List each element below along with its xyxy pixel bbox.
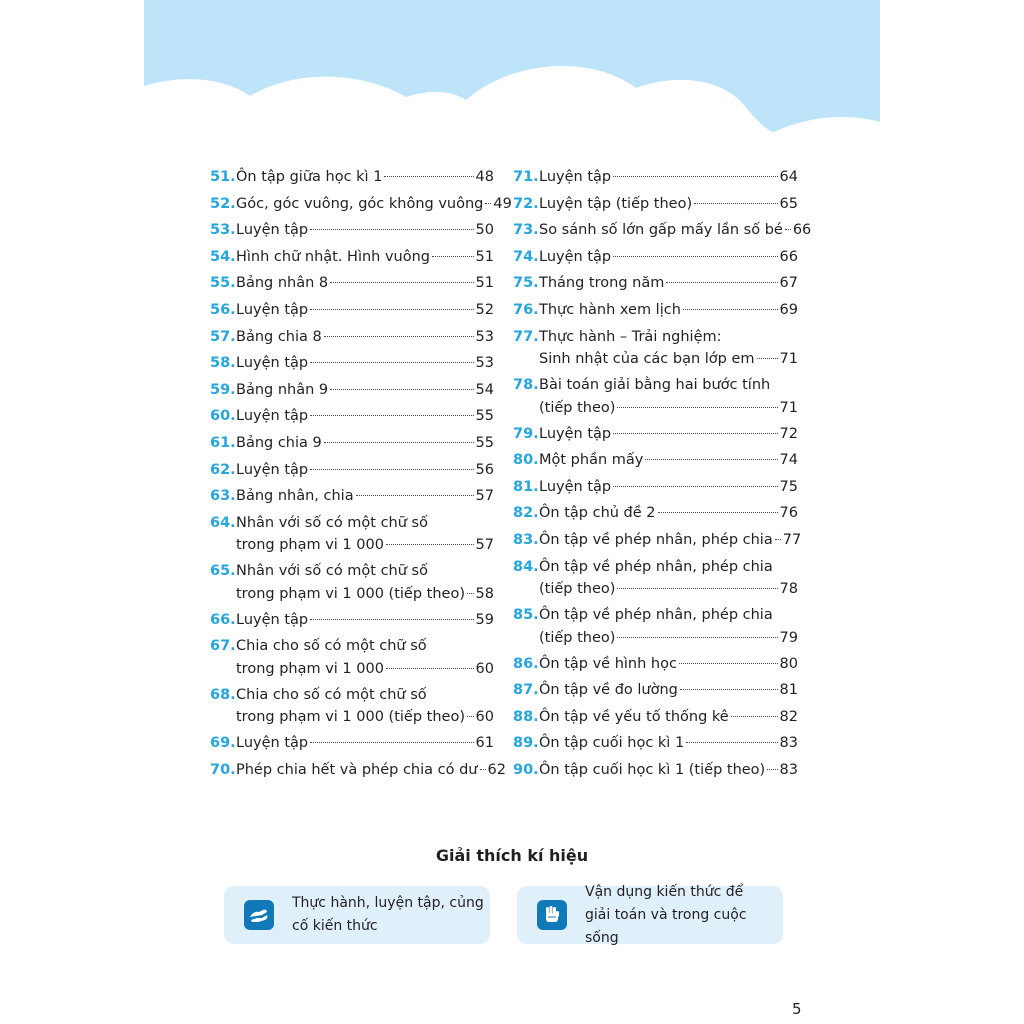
toc-entry-page: 57 <box>475 537 494 554</box>
toc-entry-page: 80 <box>779 655 798 672</box>
toc-entry <box>513 246 798 273</box>
toc-entry <box>210 432 494 459</box>
toc-entry-title: Luyện tập <box>539 169 612 185</box>
dot-leader <box>680 689 778 690</box>
toc-entry-title: Luyện tập <box>539 248 612 265</box>
toc-entry-title: Ôn tập về phép nhân, phép chia <box>539 531 773 548</box>
toc-entry-title: Luyện tập <box>236 611 309 628</box>
dot-leader <box>666 282 777 283</box>
toc-entry-title: So sánh số lớn gấp mấy lần số bé <box>539 222 783 239</box>
dot-leader <box>310 415 473 416</box>
toc-entry-number: 55. <box>210 275 236 292</box>
toc-entry-number: 66. <box>210 611 236 628</box>
toc-entry-number: 76. <box>513 301 539 318</box>
toc-entry-title: Bảng chia 8 <box>236 328 322 345</box>
toc-entry-number: 79. <box>513 425 539 442</box>
raised-fist-icon <box>537 900 567 930</box>
toc-entry-number: 80. <box>513 452 539 469</box>
toc-entry-number: 81. <box>513 478 539 495</box>
toc-entry-title: Ôn tập cuối học kì 1 <box>539 735 685 752</box>
toc-entry <box>210 166 494 193</box>
toc-entry <box>513 193 798 220</box>
toc-entry-page: 71 <box>779 399 798 416</box>
toc-entry <box>210 379 494 406</box>
toc-entry-number: 89. <box>513 735 539 752</box>
toc-column-left <box>210 166 512 786</box>
toc-entry-title: Luyện tập <box>236 461 309 478</box>
legend-practice-line1: Thực hành, luyện tập, củng <box>292 895 484 911</box>
toc-entry <box>513 706 798 733</box>
toc-entry <box>210 759 506 786</box>
sky-banner <box>144 0 880 150</box>
toc-entry <box>513 759 798 786</box>
toc-entry-page: 78 <box>779 581 798 598</box>
toc-entry-title: Luyện tập <box>539 478 612 495</box>
toc-entry-title: Thực hành xem lịch <box>539 301 681 318</box>
toc-entry-page: 67 <box>779 275 798 292</box>
toc-entry <box>210 352 494 379</box>
toc-entry <box>513 604 798 653</box>
toc-entry-number: 71. <box>513 169 539 185</box>
toc-entry-title: Bảng nhân 8 <box>236 275 329 292</box>
toc-entry-page: 51 <box>475 275 494 292</box>
toc-entry-page: 54 <box>475 381 494 398</box>
toc-entry-page: 79 <box>779 629 798 646</box>
dot-leader <box>658 512 778 513</box>
toc-entry <box>210 609 494 636</box>
toc-entry <box>513 476 798 503</box>
toc-entry-number: 78. <box>513 377 539 394</box>
toc-entry-title: Bảng chia 9 <box>236 434 322 451</box>
toc-entry-page: 51 <box>475 248 494 265</box>
toc-entry-number: 74. <box>513 248 539 265</box>
toc-entry-page: 52 <box>475 301 494 318</box>
dot-leader <box>613 486 777 487</box>
toc-entry-title: Góc, góc vuông, góc không vuông <box>236 195 484 212</box>
toc-entry-page: 58 <box>475 585 494 602</box>
toc-entry-page: 55 <box>475 434 494 451</box>
dot-leader <box>310 619 473 620</box>
dot-leader <box>757 358 778 359</box>
toc-entry <box>210 635 494 684</box>
dot-leader <box>310 469 473 470</box>
toc-entry <box>210 732 494 759</box>
dot-leader <box>467 716 474 717</box>
toc-entry-number: 87. <box>513 682 539 699</box>
toc-entry <box>513 299 798 326</box>
toc-entry-page: 59 <box>475 611 494 628</box>
toc-entry-number: 60. <box>210 408 236 425</box>
toc-entry-page: 77 <box>782 531 802 548</box>
toc-entry-page: 60 <box>475 660 494 677</box>
toc-entry-number: 51. <box>210 169 236 185</box>
toc-entry-number: 69. <box>210 735 236 752</box>
dot-leader <box>310 229 473 230</box>
toc-entry-page: 48 <box>475 169 494 185</box>
toc-entry-number: 57. <box>210 328 236 345</box>
toc-entry-number: 64. <box>210 514 236 531</box>
toc-entry-title: Chia cho số có một chữ số <box>236 686 427 703</box>
toc-entry <box>513 502 798 529</box>
toc-entry-title: Ôn tập chủ đề 2 <box>539 505 656 522</box>
toc-entry-number: 52. <box>210 195 236 212</box>
toc-column-right <box>513 166 812 786</box>
toc-entry-page: 65 <box>779 195 798 212</box>
toc-entry-title: trong phạm vi 1 000 <box>236 660 384 677</box>
toc-entry-title: Tháng trong năm <box>539 275 665 292</box>
toc-entry <box>210 560 494 609</box>
toc-entry <box>513 732 798 759</box>
legend-apply-line2: giải toán và trong cuộc sống <box>585 906 747 946</box>
toc-entry-title: Luyện tập <box>539 425 612 442</box>
toc-entry-page: 55 <box>475 408 494 425</box>
toc-entry-number: 85. <box>513 607 539 624</box>
toc-entry-number: 67. <box>210 638 236 655</box>
toc-entry-number: 72. <box>513 195 539 212</box>
toc-entry-title: Ôn tập về phép nhân, phép chia <box>539 558 773 575</box>
dot-leader <box>613 433 777 434</box>
toc-entry <box>210 219 494 246</box>
toc-entry-page: 82 <box>779 708 798 725</box>
toc-entry <box>513 529 802 556</box>
dot-leader <box>785 229 791 230</box>
toc-entry-page: 83 <box>779 761 798 778</box>
toc-entry-number: 63. <box>210 488 236 505</box>
legend-item-apply <box>517 883 783 946</box>
dot-leader <box>330 282 473 283</box>
toc-entry <box>513 556 798 605</box>
toc-entry <box>513 326 798 375</box>
dot-leader <box>485 203 491 204</box>
toc-entry-page: 50 <box>475 222 494 239</box>
toc-entry-title: Luyện tập <box>236 301 309 318</box>
toc-entry-title: Luyện tập <box>236 222 309 239</box>
toc-entry-number: 68. <box>210 686 236 703</box>
toc-entry-page: 53 <box>475 328 494 345</box>
toc-entry-title: Luyện tập <box>236 355 309 372</box>
toc-entry-number: 70. <box>210 761 236 778</box>
toc-entry-number: 90. <box>513 761 539 778</box>
toc-entry <box>210 459 494 486</box>
dot-leader <box>330 389 473 390</box>
toc-entry-title: trong phạm vi 1 000 <box>236 537 384 554</box>
dot-leader <box>386 544 474 545</box>
toc-entry-title: Chia cho số có một chữ số <box>236 638 427 655</box>
toc-entry-number: 88. <box>513 708 539 725</box>
toc-entry-title: Nhân với số có một chữ số <box>236 563 428 580</box>
dot-leader <box>617 637 777 638</box>
dot-leader <box>613 256 777 257</box>
dot-leader <box>310 362 473 363</box>
toc-entry-title: Ôn tập về phép nhân, phép chia <box>539 607 773 624</box>
toc-entry <box>513 374 798 423</box>
toc-entry-page: 83 <box>779 735 798 752</box>
toc-entry <box>513 423 798 450</box>
toc-entry <box>210 326 494 353</box>
toc-entry-title: (tiếp theo) <box>539 629 616 646</box>
toc-entry-number: 86. <box>513 655 539 672</box>
toc-entry-number: 53. <box>210 222 236 239</box>
cloud-banner-graphic <box>144 0 880 150</box>
toc-entry-number: 59. <box>210 381 236 398</box>
toc-entry-number: 54. <box>210 248 236 265</box>
dot-leader <box>686 742 777 743</box>
toc-entry <box>210 246 494 273</box>
toc-entry-number: 73. <box>513 222 539 239</box>
dot-leader <box>384 176 473 177</box>
toc-entry-page: 71 <box>779 351 798 368</box>
toc-entry-title: Bài toán giải bằng hai bước tính <box>539 377 771 394</box>
dot-leader <box>767 769 777 770</box>
toc-entry-title: Một phần mấy <box>539 452 644 469</box>
toc-entry <box>513 449 798 476</box>
hands-practice-icon <box>244 900 274 930</box>
toc-entry-number: 82. <box>513 505 539 522</box>
toc-entry-page: 53 <box>475 355 494 372</box>
toc-entry-title: trong phạm vi 1 000 (tiếp theo) <box>236 709 465 726</box>
toc-entry-title: Ôn tập về yếu tố thống kê <box>539 708 729 725</box>
toc-entry-title: (tiếp theo) <box>539 581 616 598</box>
toc-entry-title: (tiếp theo) <box>539 399 616 416</box>
dot-leader <box>694 203 777 204</box>
toc-entry <box>513 679 798 706</box>
toc-entry-title: Ôn tập về hình học <box>539 655 677 672</box>
toc-entry-title: Luyện tập (tiếp theo) <box>539 195 693 212</box>
legend-title: Giải thích kí hiệu <box>435 846 589 865</box>
dot-leader <box>775 539 781 540</box>
toc-entry-page: 62 <box>487 761 506 778</box>
toc-entry-title: Ôn tập về đo lường <box>539 682 678 699</box>
toc-entry <box>513 272 798 299</box>
toc-entry-number: 83. <box>513 531 539 548</box>
dot-leader <box>679 663 778 664</box>
dot-leader <box>386 668 474 669</box>
dot-leader <box>432 256 474 257</box>
toc-entry <box>513 166 798 193</box>
toc-entry-page: 74 <box>779 452 798 469</box>
dot-leader <box>617 588 777 589</box>
toc-entry-page: 60 <box>475 709 494 726</box>
page-number: 5 <box>792 1000 802 1018</box>
dot-leader <box>356 495 474 496</box>
legend-practice-line2: cố kiến thức <box>292 918 378 934</box>
toc-entry <box>210 485 494 512</box>
legend-apply-line1: Vận dụng kiến thức để <box>585 883 744 900</box>
toc-entry-number: 84. <box>513 558 539 575</box>
dot-leader <box>310 309 473 310</box>
toc-entry <box>210 299 494 326</box>
dot-leader <box>467 593 474 594</box>
legend-item-practice <box>224 886 490 944</box>
toc-entry-title: Hình chữ nhật. Hình vuông <box>236 248 431 265</box>
dot-leader <box>645 459 777 460</box>
toc-entry <box>210 684 494 733</box>
toc-entry-page: 57 <box>475 488 494 505</box>
toc-entry-title: Bảng nhân 9 <box>236 381 329 398</box>
toc-entry-page: 76 <box>779 505 798 522</box>
toc-entry-page: 49 <box>493 195 512 212</box>
toc-entry-title: Phép chia hết và phép chia có dư <box>236 761 478 778</box>
toc-entry-title: Nhân với số có một chữ số <box>236 514 428 531</box>
toc-entry-number: 61. <box>210 434 236 451</box>
toc-entry-title: Ôn tập giữa học kì 1 <box>236 169 383 185</box>
toc-entry-page: 69 <box>779 301 798 318</box>
toc-entry-title: Thực hành – Trải nghiệm: <box>539 328 722 345</box>
dot-leader <box>324 442 474 443</box>
toc-entry-page: 66 <box>779 248 798 265</box>
dot-leader <box>683 309 778 310</box>
toc-entry-page: 64 <box>779 169 798 185</box>
dot-leader <box>324 336 474 337</box>
toc-entry <box>513 219 812 246</box>
dot-leader <box>480 769 486 770</box>
dot-leader <box>310 742 473 743</box>
toc-entry <box>210 272 494 299</box>
toc-entry-number: 62. <box>210 461 236 478</box>
toc-entry-title: Sinh nhật của các bạn lớp em <box>539 351 755 368</box>
toc-entry-number: 77. <box>513 328 539 345</box>
dot-leader <box>613 176 777 177</box>
toc-entry-title: trong phạm vi 1 000 (tiếp theo) <box>236 585 465 602</box>
toc-entry-title: Ôn tập cuối học kì 1 (tiếp theo) <box>539 761 766 778</box>
dot-leader <box>617 407 777 408</box>
toc-entry <box>210 405 494 432</box>
toc-entry <box>210 512 494 561</box>
toc-entry-page: 66 <box>792 222 812 239</box>
toc-entry-page: 61 <box>475 735 494 752</box>
toc-entry-number: 56. <box>210 301 236 318</box>
toc-entry-number: 58. <box>210 355 236 372</box>
toc-entry-page: 72 <box>779 425 798 442</box>
toc-entry-title: Bảng nhân, chia <box>236 488 354 505</box>
toc-entry <box>513 653 798 680</box>
toc-entry-title: Luyện tập <box>236 408 309 425</box>
dot-leader <box>731 716 778 717</box>
toc-entry-title: Luyện tập <box>236 735 309 752</box>
toc-entry <box>210 193 512 220</box>
toc-entry-number: 65. <box>210 563 236 580</box>
toc-entry-page: 75 <box>779 478 798 495</box>
toc-entry-page: 81 <box>779 682 798 699</box>
toc-entry-number: 75. <box>513 275 539 292</box>
toc-entry-page: 56 <box>475 461 494 478</box>
